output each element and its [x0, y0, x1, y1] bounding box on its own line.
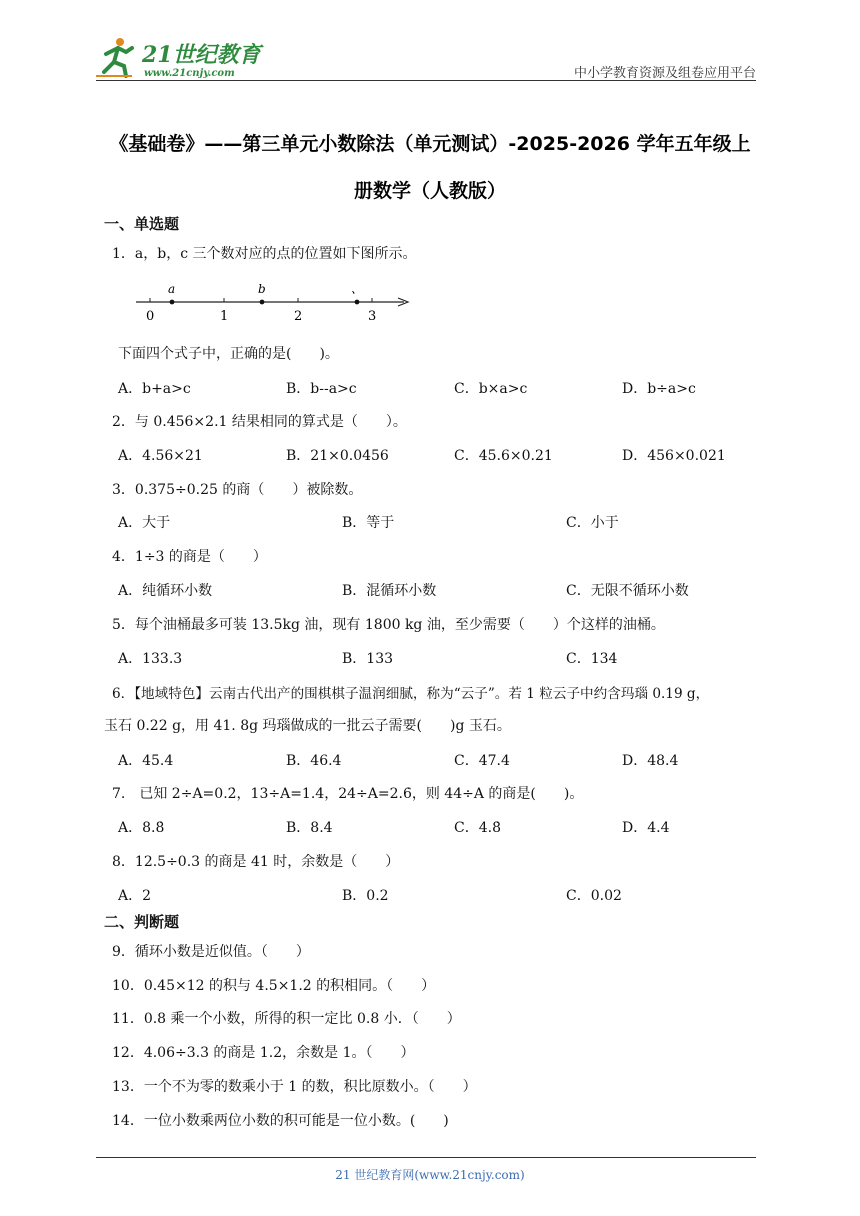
q7-option-b[interactable]: B．8.4̇: [286, 820, 333, 836]
judge-item-13: 13．一个不为零的数乘小于 1 的数，积比原数小。（ ）: [112, 1079, 477, 1095]
q2-option-c[interactable]: C．45.6×0.21: [454, 448, 553, 464]
q1-stem: 1．a，b，c 三个数对应的点的位置如下图所示。: [112, 246, 417, 262]
q4-option-c[interactable]: C．无限不循环小数: [566, 583, 689, 599]
q5-option-a[interactable]: A．133.3: [118, 651, 183, 667]
point-label-b: b: [258, 282, 266, 296]
judge-item-11: 11．0.8 乘一个小数，所得的积一定比 0.8 小．（ ）: [112, 1011, 461, 1027]
q7-option-a[interactable]: A．8.8̇: [118, 820, 165, 836]
judge-item-10: 10．0.45×12 的积与 4.5×1.2 的积相同。（ ）: [112, 978, 436, 994]
header-platform-text: 中小学教育资源及组卷应用平台: [573, 66, 756, 81]
q6-option-c[interactable]: C．47.4: [454, 753, 510, 769]
q6-option-a[interactable]: A．45.4: [118, 753, 174, 769]
q6-option-b[interactable]: B．46.4: [286, 753, 342, 769]
section-heading-choice: 一、单选题: [104, 215, 180, 233]
tick-label-1: 1: [220, 309, 229, 324]
section-heading-judge: 二、判断题: [104, 913, 180, 931]
q5-option-b[interactable]: B．133: [342, 651, 394, 667]
doc-title-line2: 册数学（人教版）: [353, 180, 506, 202]
q2-stem: 2．与 0.456×2.1 结果相同的算式是（ ）。: [112, 414, 407, 430]
q3-option-a[interactable]: A．大于: [118, 515, 171, 531]
footer-link[interactable]: 21 世纪教育网(www.21cnjy.com): [335, 1168, 525, 1182]
q7-option-d[interactable]: D．4.4̇: [622, 820, 670, 836]
q8-option-a[interactable]: A．2: [118, 888, 152, 904]
point-label-c: 、: [351, 282, 364, 296]
q8-option-c[interactable]: C．0.02: [566, 888, 622, 904]
tick-label-3: 3: [368, 309, 377, 324]
number-line-figure: [132, 278, 422, 324]
q2-option-a[interactable]: A．4.56×21: [118, 448, 203, 464]
tick-label-0: 0: [146, 309, 155, 324]
q1-option-c[interactable]: C．b×a>c: [454, 381, 528, 397]
q4-stem: 4．1÷3 的商是（ ）: [112, 549, 267, 565]
q4-option-b[interactable]: B．混循环小数: [342, 583, 437, 599]
q8-option-b[interactable]: B．0.2: [342, 888, 389, 904]
q5-stem: 5．每个油桶最多可装 13.5kg 油，现有 1800 kg 油，至少需要（ ）个这样的油桶。: [112, 617, 665, 633]
judge-item-14: 14．一位小数乘两位小数的积可能是一位小数。( ): [112, 1113, 449, 1129]
footer-divider: [96, 1157, 756, 1158]
judge-item-12: 12．4.06÷3.3 的商是 1.2，余数是 1。（ ）: [112, 1045, 415, 1061]
doc-title-line1: 《基础卷》——第三单元小数除法（单元测试）-2025-2026 学年五年级上: [109, 133, 751, 155]
q6-stem-line2: 玉石 0.22 g，用 41. 8g 玛瑙做成的一批云子需要( )g 玉石。: [104, 718, 511, 734]
runner-icon: [96, 38, 132, 76]
logo-url: www.21cnjy.com: [144, 68, 235, 79]
q6-stem-line1: 6．【地域特色】云南古代出产的围棋棋子温润细腻，称为“云子”。若 1 粒云子中约含玛瑙 0.19 g，: [112, 686, 710, 702]
q8-stem: 8．12.5÷0.3 的商是 41 时，余数是（ ）: [112, 854, 400, 870]
site-logo: [96, 36, 296, 80]
q1-option-a[interactable]: A．b+a>c: [118, 381, 191, 397]
point-label-a: a: [168, 282, 176, 296]
q2-option-b[interactable]: B．21×0.0456: [286, 448, 389, 464]
q3-option-c[interactable]: C．小于: [566, 515, 619, 531]
q3-stem: 3．0.375÷0.25 的商（ ）被除数。: [112, 482, 363, 498]
header-divider: [96, 80, 756, 81]
q1-option-b[interactable]: B．b--a>c: [286, 381, 357, 397]
q7-stem: 7. 已知 2÷A=0.2̇，13÷A=1.4̇，24÷A=2.6̇，则 44÷A 的商是( )。: [112, 786, 584, 802]
q3-option-b[interactable]: B．等于: [342, 515, 395, 531]
q4-option-a[interactable]: A．纯循环小数: [118, 583, 213, 599]
judge-item-9: 9．循环小数是近似值。（ ）: [112, 944, 310, 960]
q6-option-d[interactable]: D．48.4: [622, 753, 679, 769]
q5-option-c[interactable]: C．134: [566, 651, 618, 667]
q2-option-d[interactable]: D．456×0.021: [622, 448, 726, 464]
q7-option-c[interactable]: C．4.8̇: [454, 820, 501, 836]
q1-sub: 下面四个式子中，正确的是( )。: [118, 346, 339, 362]
q1-option-d[interactable]: D．b÷a>c: [622, 381, 696, 397]
tick-label-2: 2: [294, 309, 303, 324]
logo-text: 21世纪教育: [142, 42, 261, 68]
